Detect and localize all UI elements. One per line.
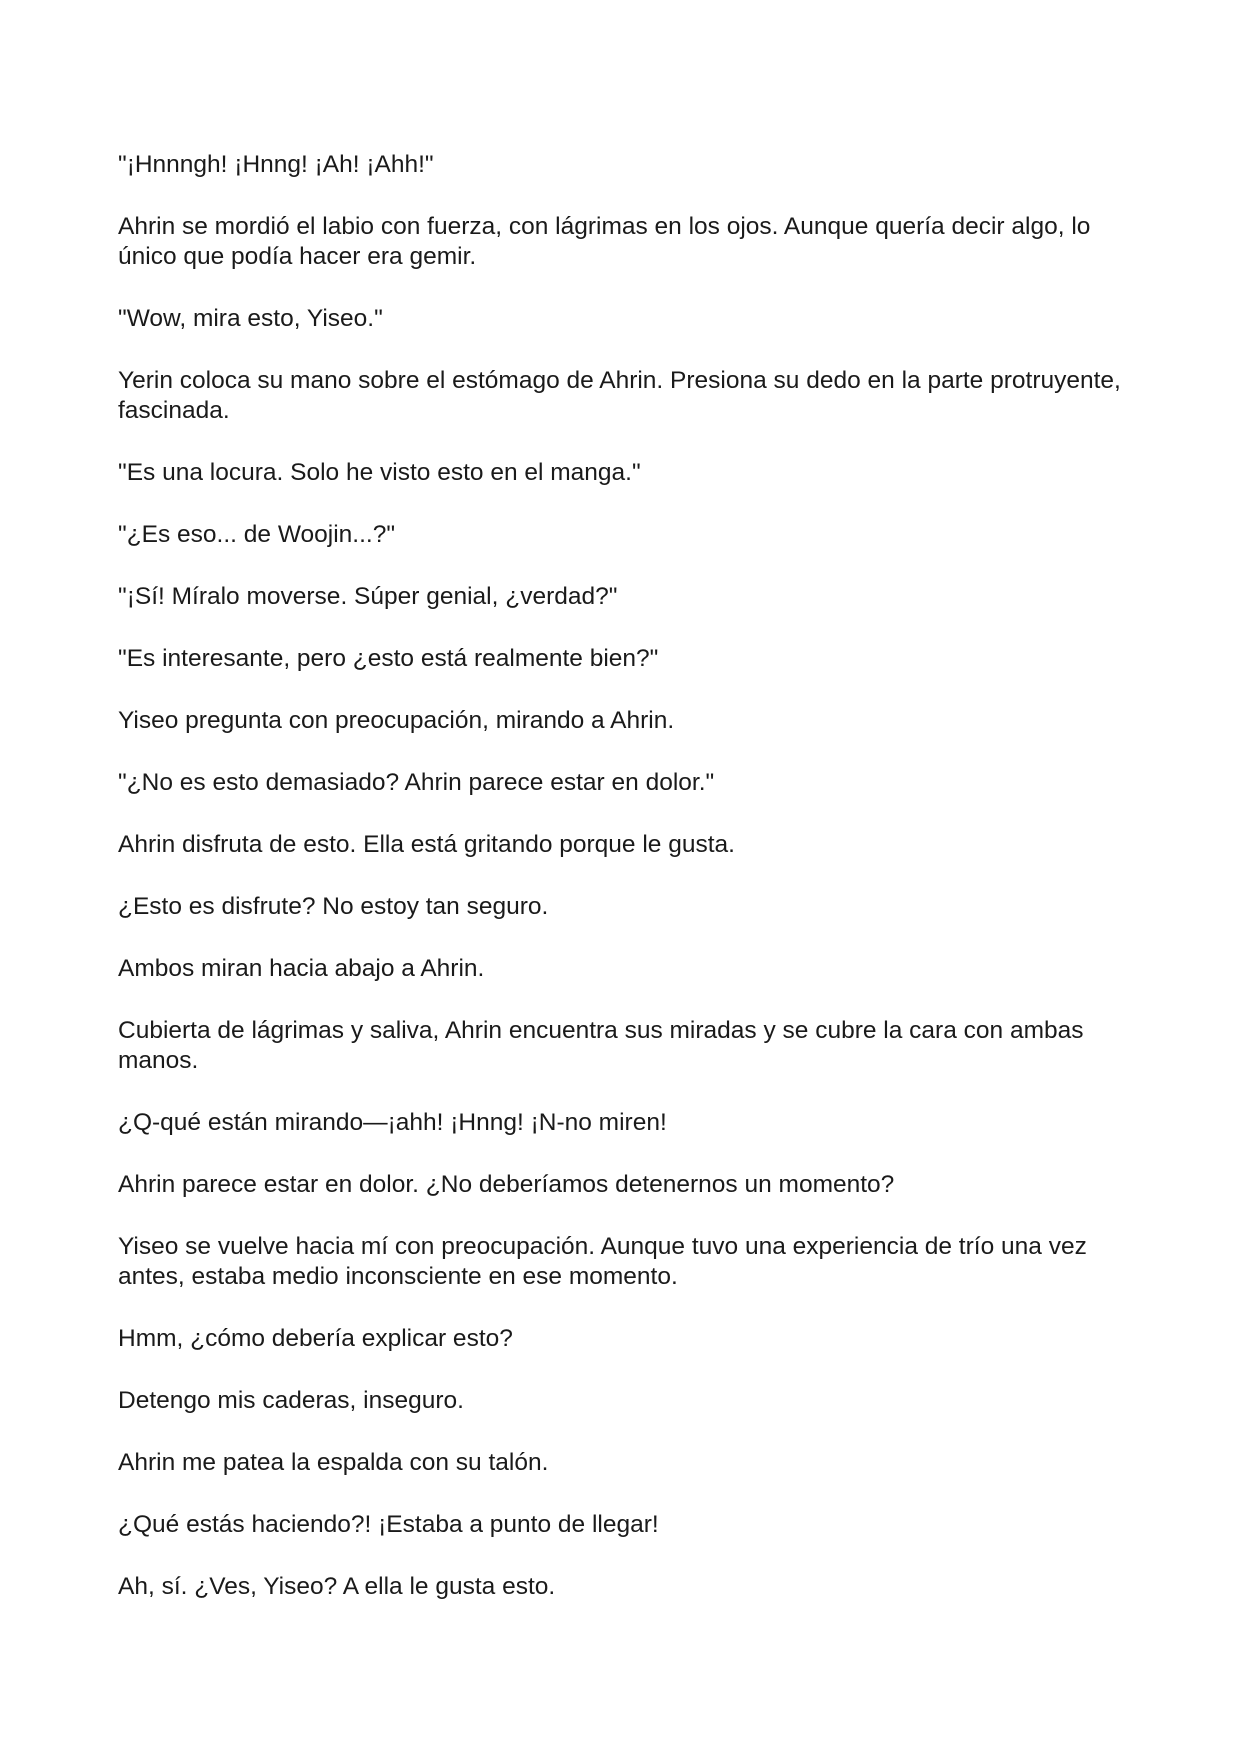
paragraph: "¿No es esto demasiado? Ahrin parece estar en dolor." bbox=[118, 769, 715, 796]
paragraph: ¿Esto es disfrute? No estoy tan seguro. bbox=[118, 893, 549, 920]
paragraph: ¿Qué estás haciendo?! ¡Estaba a punto de llegar! bbox=[118, 1511, 659, 1538]
paragraph: "¡Hnnngh! ¡Hnng! ¡Ah! ¡Ahh!" bbox=[118, 151, 434, 178]
paragraph: Ahrin disfruta de esto. Ella está gritando porque le gusta. bbox=[118, 831, 735, 858]
paragraph: Ah, sí. ¿Ves, Yiseo? A ella le gusta esto. bbox=[118, 1573, 556, 1600]
paragraph: Yiseo se vuelve hacia mí con preocupación. Aunque tuvo una experiencia de trío una vez antes, estaba medio inconsciente en ese momento. bbox=[118, 1233, 1087, 1290]
paragraph: "¡Sí! Míralo moverse. Súper genial, ¿verdad?" bbox=[118, 583, 618, 610]
paragraph: Ambos miran hacia abajo a Ahrin. bbox=[118, 955, 485, 982]
paragraph: Yiseo pregunta con preocupación, mirando a Ahrin. bbox=[118, 707, 675, 734]
paragraph: "Es una locura. Solo he visto esto en el manga." bbox=[118, 459, 641, 486]
paragraph: Hmm, ¿cómo debería explicar esto? bbox=[118, 1325, 513, 1352]
paragraph: "¿Es eso... de Woojin...?" bbox=[118, 521, 396, 548]
paragraph: ¿Q-qué están mirando—¡ahh! ¡Hnng! ¡N-no miren! bbox=[118, 1109, 667, 1136]
paragraph: Cubierta de lágrimas y saliva, Ahrin encuentra sus miradas y se cubre la cara con ambas manos. bbox=[118, 1017, 1084, 1074]
paragraph: Ahrin se mordió el labio con fuerza, con lágrimas en los ojos. Aunque quería decir algo, lo único que podía hacer era gemir. bbox=[118, 213, 1091, 270]
paragraph: "Wow, mira esto, Yiseo." bbox=[118, 305, 383, 332]
paragraph: Ahrin me patea la espalda con su talón. bbox=[118, 1449, 549, 1476]
document-body bbox=[118, 150, 1128, 1634]
paragraph: "Es interesante, pero ¿esto está realmente bien?" bbox=[118, 645, 659, 672]
paragraph: Ahrin parece estar en dolor. ¿No deberíamos detenernos un momento? bbox=[118, 1171, 895, 1198]
paragraph: Detengo mis caderas, inseguro. bbox=[118, 1387, 464, 1414]
paragraph: Yerin coloca su mano sobre el estómago de Ahrin. Presiona su dedo en la parte protruyente, fascinada. bbox=[118, 367, 1121, 424]
